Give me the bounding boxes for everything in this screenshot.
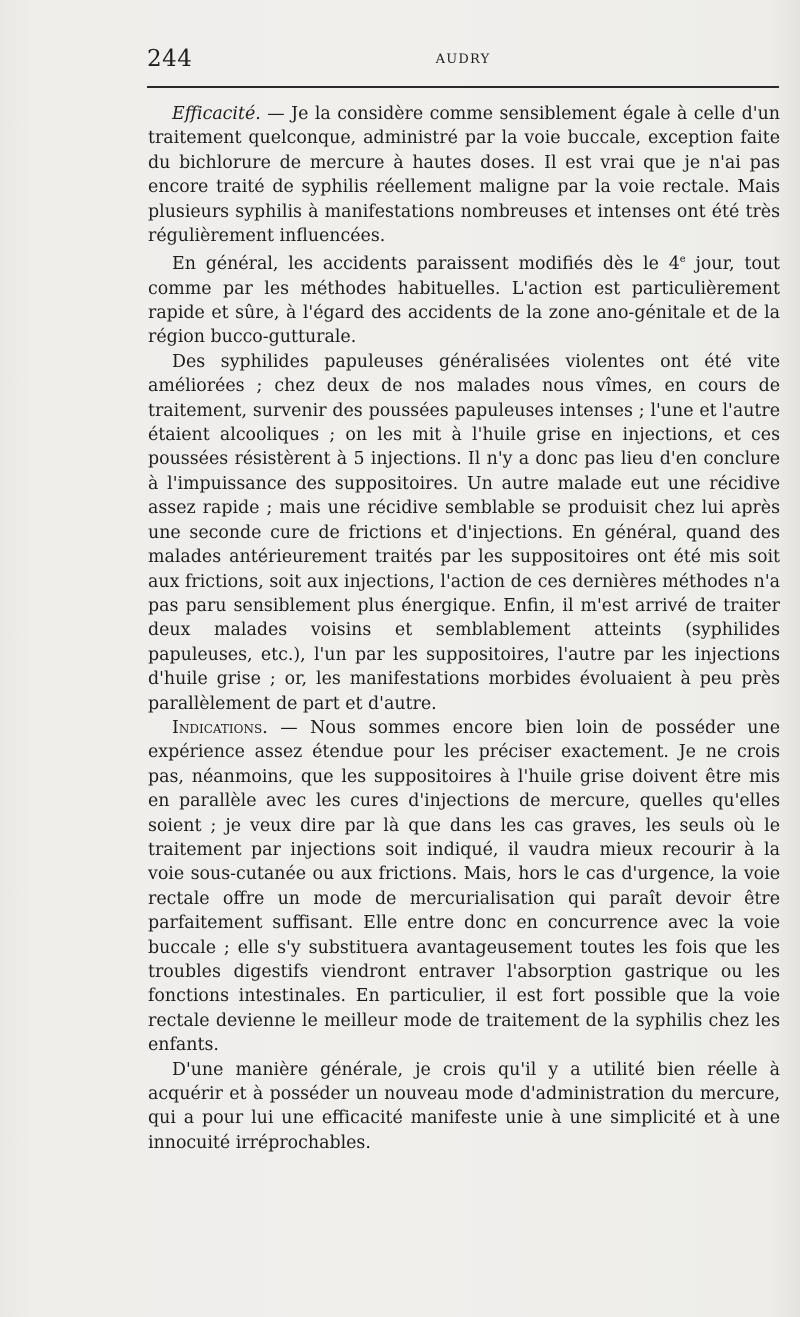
paragraph-syphilides	[148, 350, 780, 716]
ordinal-superscript: e	[679, 254, 686, 266]
paragraph-general	[148, 248, 780, 349]
header-rule	[147, 86, 779, 88]
paragraph-syphilides-text: Des syphilides papuleuses généralisées violentes ont été vite améliorées ; chez deux de nos malades nous vîmes, en cours de traitement, survenir des poussées papuleuses intenses ; l'une et l'autre étaient alcooliques ; on les mit à l'huile grise en injections, et ces poussées résistèrent à 5 injections. Il n'y a donc pas lieu d'en conclure à l'impuissance des suppositoires. Un autre malade eut une récidive assez rapide ; mais une récidive semblable se produisit chez lui après une seconde cure de frictions et d'injections. En général, quand des malades antérieurement traités par les suppositoires ont été mis soit aux frictions, soit aux injections, l'action de ces dernières méthodes n'a pas paru sensiblement plus énergique. Enfin, il m'est arrivé de traiter deux malades voisins et semblablement atteints (syphilides papuleuses, etc.), l'un par les suppositoires, l'autre par les injections d'huile grise ; or, les manifestations morbides évoluaient à peu près parallèlement de part et d'autre.	[148, 351, 780, 714]
paragraph-efficacite-text: — Je la considère comme sensiblement égale à celle d'un traitement quelconque, administré par la voie buccale, exception faite du bichlorure de mercure à hautes doses. Il est vrai que je n'ai pas encore traité de syphilis réellement maligne par la voie rectale. Mais plusieurs syphilis à manifestations nombreuses et intenses ont été très régulièrement influencées.	[148, 104, 780, 247]
paragraph-conclusion-text: D'une manière générale, je crois qu'il y a utilité bien réelle à acquérir et à posséder un nouveau mode d'administration du mercure, qui a pour lui une efficacité manifeste unie à une simplicité et à une innocuité irréprochables.	[148, 1059, 780, 1153]
section-lead-efficacite: Efficacité.	[172, 104, 261, 124]
paragraph-conclusion	[148, 1058, 780, 1156]
body-text	[148, 102, 780, 1155]
page-number: 244	[147, 46, 193, 72]
paragraph-efficacite	[148, 102, 780, 248]
section-lead-indications: Indications.	[172, 717, 268, 738]
paragraph-indications-text: — Nous sommes encore bien loin de posséder une expérience assez étendue pour les préciser exactement. Je ne crois pas, néanmoins, que les suppositoires à l'huile grise doivent être mis en parallèle avec les cures d'injections de mercure, quelles qu'elles soient ; je veux dire par là que dans les cas graves, les seuls où le traitement par injections soit indiqué, il vaudra mieux recourir à la voie sous-cutanée ou aux frictions. Mais, hors le cas d'urgence, la voie rectale offre un mode de mercurialisation qui paraît devoir être parfaitement suffisant. Elle entre donc en concurrence avec la voie buccale ; elle s'y substituera avantageusement toutes les fois que les troubles digestifs viendront entraver l'absorption gastrique ou les fonctions intestinales. En particulier, il est fort possible que la voie rectale devienne le meilleur mode de traitement de la syphilis chez les enfants.	[148, 717, 780, 1056]
running-head: AUDRY	[435, 52, 491, 67]
paragraph-general-text-after: jour, tout comme par les méthodes habituelles. L'action est particulièrement rapide et sûre, à l'égard des accidents de la zone ano-génitale et de la région bucco-gutturale.	[148, 254, 781, 348]
page-header	[147, 46, 779, 86]
paragraph-general-text-before: En général, les accidents paraissent modifiés dès le 4	[172, 254, 680, 275]
paragraph-indications	[148, 716, 780, 1058]
